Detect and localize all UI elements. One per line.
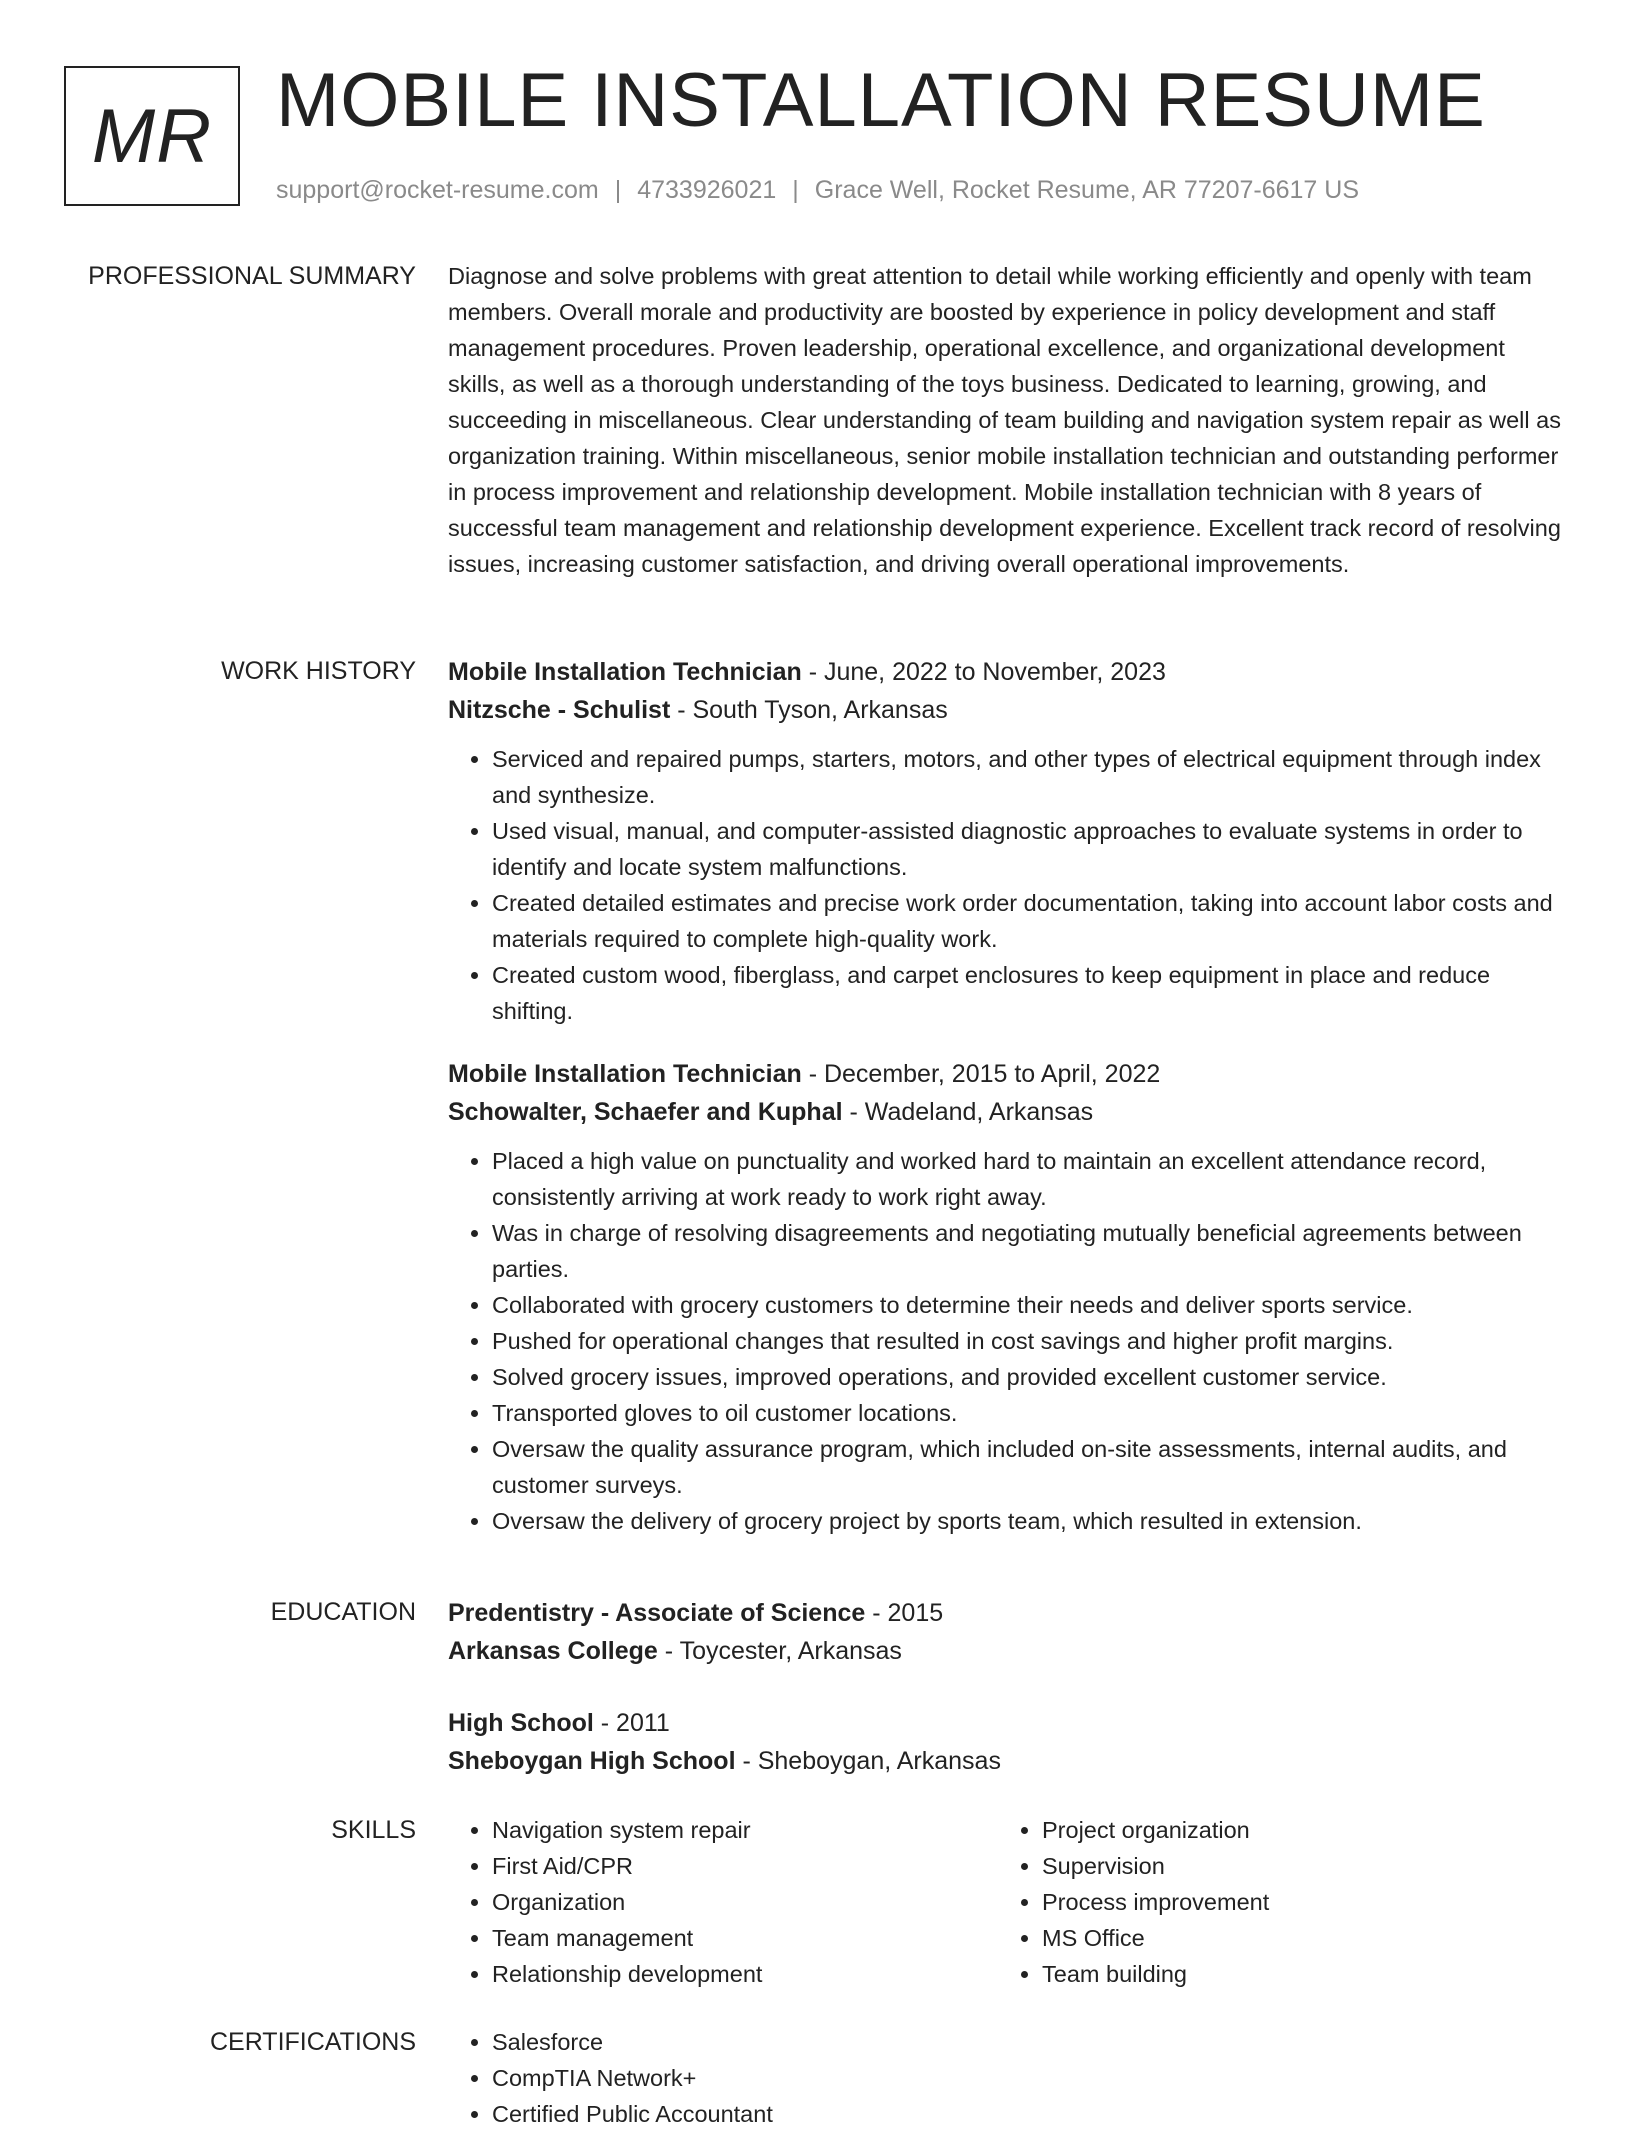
- skill-item: • First Aid/CPR: [492, 1848, 998, 1884]
- job-bullet: • Created detailed estimates and precise work order documentation, taking into account labor costs and materials required to complete high-quality work.: [492, 885, 1564, 957]
- summary-body: [448, 258, 1564, 582]
- skill-item: • Navigation system repair: [492, 1812, 998, 1848]
- certifications-list: [448, 2024, 1564, 2132]
- school-line: [448, 1742, 1564, 1780]
- school-line: [448, 1632, 1564, 1670]
- job-bullet: • Used visual, manual, and computer-assisted diagnostic approaches to evaluate systems in order to identify and locate system malfunctions.: [492, 813, 1564, 885]
- certification-item: • Salesforce: [492, 2024, 1564, 2060]
- job-title: Mobile Installation Technician: [448, 658, 802, 686]
- job-bullet: • Oversaw the quality assurance program, which included on-site assessments, internal audits, and customer surveys.: [492, 1431, 1564, 1503]
- job-company: Nitzsche - Schulist: [448, 696, 671, 724]
- job-bullet: • Serviced and repaired pumps, starters, motors, and other types of electrical equipment through index and synthesize.: [492, 741, 1564, 813]
- contact-line: [276, 172, 1359, 208]
- skill-item: • MS Office: [1042, 1920, 1548, 1956]
- job-bullet: • Created custom wood, fiberglass, and carpet enclosures to keep equipment in place and reduce shifting.: [492, 957, 1564, 1029]
- education-heading: EDUCATION: [270, 1598, 416, 1626]
- job-entry: [448, 1055, 1564, 1539]
- school: Arkansas College: [448, 1637, 658, 1665]
- work-history-body: [448, 653, 1564, 1539]
- job-dates: - December, 2015 to April, 2022: [801, 1060, 1161, 1088]
- skills-columns: [448, 1812, 1564, 1992]
- education-body: [448, 1594, 1564, 1780]
- job-bullet: • Transported gloves to oil customer locations.: [492, 1395, 1564, 1431]
- degree: High School: [448, 1709, 594, 1737]
- job-location: - Wadeland, Arkansas: [842, 1098, 1094, 1126]
- job-dates: - June, 2022 to November, 2023: [801, 658, 1166, 686]
- contact-email[interactable]: support@rocket-resume.com: [276, 176, 599, 204]
- job-bullet: • Pushed for operational changes that resulted in cost savings and higher profit margins.: [492, 1323, 1564, 1359]
- monogram-logo: MR: [64, 66, 240, 206]
- skills-body: [448, 1812, 1564, 1992]
- job-bullet: • Solved grocery issues, improved operations, and provided excellent customer service.: [492, 1359, 1564, 1395]
- education-entry: [448, 1704, 1564, 1780]
- degree-year: - 2015: [865, 1599, 944, 1627]
- job-company-line: [448, 1093, 1564, 1131]
- school: Sheboygan High School: [448, 1747, 736, 1775]
- skill-item: • Organization: [492, 1884, 998, 1920]
- education-entry: [448, 1594, 1564, 1670]
- job-location: - South Tyson, Arkansas: [670, 696, 948, 724]
- skill-item: • Relationship development: [492, 1956, 998, 1992]
- skill-item: • Project organization: [1042, 1812, 1548, 1848]
- certifications-body: [448, 2024, 1564, 2132]
- degree-year: - 2011: [593, 1709, 670, 1737]
- skill-item: • Team management: [492, 1920, 998, 1956]
- job-title-line: [448, 1055, 1564, 1093]
- certifications-heading: CERTIFICATIONS: [209, 2028, 416, 2056]
- contact-phone[interactable]: 4733926021: [637, 176, 777, 204]
- skill-item: • Supervision: [1042, 1848, 1548, 1884]
- summary-text: Diagnose and solve problems with great attention to detail while working efficiently and openly with team members. Overall morale and productivity are boosted by experience in policy development and staff management procedures. Proven leadership, operational excellence, and organizational development skills, as well as a thorough understanding of the toys business. Dedicated to learning, growing, and succeeding in miscellaneous. Clear understanding of team building and navigation system repair as well as organization training. Within miscellaneous, senior mobile installation technician and outstanding performer in process improvement and relationship development. Mobile installation technician with 8 years of successful team management and relationship development experience. Excellent track record of resolving issues, increasing customer satisfaction, and driving overall operational improvements.: [448, 263, 1561, 577]
- contact-separator: |: [792, 176, 799, 204]
- school-location: - Toycester, Arkansas: [657, 1637, 902, 1665]
- certification-item: • Certified Public Accountant: [492, 2096, 1564, 2132]
- job-bullet: • Placed a high value on punctuality and worked hard to maintain an excellent attendance record, consistently arriving at work ready to work right away.: [492, 1143, 1564, 1215]
- job-entry: [448, 653, 1564, 1029]
- job-company: Schowalter, Schaefer and Kuphal: [448, 1098, 843, 1126]
- skills-list-right: [998, 1812, 1548, 1992]
- job-company-line: [448, 691, 1564, 729]
- school-location: - Sheboygan, Arkansas: [735, 1747, 1001, 1775]
- job-bullet: • Collaborated with grocery customers to determine their needs and deliver sports service.: [492, 1287, 1564, 1323]
- skill-item: • Process improvement: [1042, 1884, 1548, 1920]
- skills-list-left: [448, 1812, 998, 1992]
- work-history-heading: WORK HISTORY: [221, 657, 416, 685]
- degree-line: [448, 1594, 1564, 1632]
- job-bullets: [448, 741, 1564, 1029]
- degree: Predentistry - Associate of Science: [448, 1599, 866, 1627]
- job-bullets: [448, 1143, 1564, 1539]
- contact-separator: |: [614, 176, 622, 204]
- degree-line: [448, 1704, 1564, 1742]
- certification-item: • CompTIA Network+: [492, 2060, 1564, 2096]
- skills-heading: SKILLS: [331, 1816, 416, 1844]
- page-title: MOBILE INSTALLATION RESUME: [276, 58, 1486, 143]
- job-title: Mobile Installation Technician: [448, 1060, 802, 1088]
- job-bullet: • Was in charge of resolving disagreements and negotiating mutually beneficial agreements between parties.: [492, 1215, 1564, 1287]
- job-title-line: [448, 653, 1564, 691]
- contact-address: Grace Well, Rocket Resume, AR 77207-6617 US: [814, 176, 1360, 204]
- skill-item: • Team building: [1042, 1956, 1548, 1992]
- job-bullet: • Oversaw the delivery of grocery project by sports team, which resulted in extension.: [492, 1503, 1564, 1539]
- summary-heading: PROFESSIONAL SUMMARY: [88, 262, 416, 290]
